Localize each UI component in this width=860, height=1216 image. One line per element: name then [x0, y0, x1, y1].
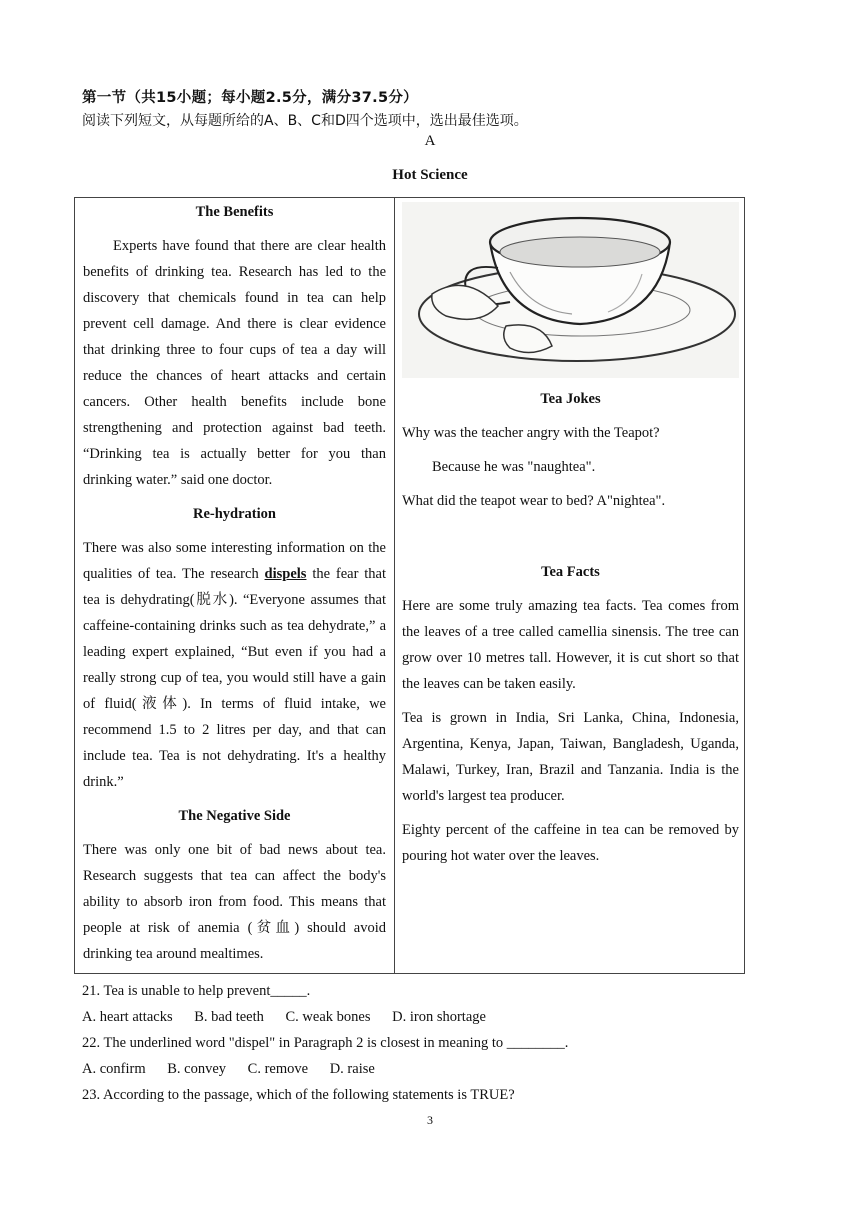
question-22: 22. The underlined word "dispel" in Paragraph 2 is closest in meaning to ________.: [82, 1035, 569, 1051]
section-title: 第一节（共15小题；每小题2.5分，满分37.5分）: [82, 90, 418, 106]
benefits-paragraph: Experts have found that there are clear health benefits of drinking tea. Research has led to the discovery that chemicals found in tea can help prevent cell damage. And there is clear evidence that drinking three to four cups of tea a day will reduce the chances of heart attacks and certain cancers. Other health benefits include bone strengthening and protection against bad teeth. “Drinking tea is actually better for you than drinking water.” said one doctor.: [83, 238, 386, 488]
instructions: 阅读下列短文，从每题所给的A、B、C和D四个选项中，选出最佳选项。: [82, 113, 528, 129]
tea-cup-illustration: [402, 202, 739, 378]
q21-option-a: A. heart attacks: [82, 1009, 173, 1025]
q21-option-c: C. weak bones: [285, 1009, 371, 1025]
joke-1-question: Why was the teacher angry with the Teapot?: [402, 425, 660, 441]
question-23: 23. According to the passage, which of the following statements is TRUE?: [82, 1087, 515, 1103]
q22-option-d: D. raise: [329, 1061, 375, 1077]
facts-paragraph-1: Here are some truly amazing tea facts. Tea comes from the leaves of a tree called camellia sinensis. The tree can grow over 10 metres tall. However, it is cut short so that the leaves can be taken easily.: [402, 598, 739, 692]
facts-heading: Tea Facts: [541, 564, 600, 580]
rehydration-text-after: the fear that tea is dehydrating(脱水). “Everyone assumes that caffeine-containing drinks such as tea dehydrate,” a leading expert explained, “But even if you had a really strong cup of tea, you would still have a gain of fluid(液体). In terms of fluid intake, we recommend 1.5 to 2 litres per day, and that can include tea. Tea is not dehydrating. It's a healthy drink.”: [83, 566, 386, 790]
facts-paragraph-3: Eighty percent of the caffeine in tea can be removed by pouring hot water over the leaves.: [402, 822, 739, 864]
rehydration-text-before: There was also some interesting information on the qualities of tea. The research: [83, 540, 386, 582]
question-22-options: [82, 1061, 393, 1078]
page-number: 3: [427, 1113, 433, 1127]
q21-option-d: D. iron shortage: [392, 1009, 486, 1025]
rehydration-paragraph: [83, 535, 386, 795]
negative-paragraph: There was only one bit of bad news about tea. Research suggests that tea can affect the body's ability to absorb iron from food. This means that people at risk of anemia (贫血) should avoid drinking tea around mealtimes.: [83, 842, 386, 962]
q21-option-b: B. bad teeth: [194, 1009, 264, 1025]
facts-paragraph-2: Tea is grown in India, Sri Lanka, China, Indonesia, Argentina, Kenya, Japan, Taiwan, Bangladesh, Uganda, Malawi, Turkey, Iran, Brazil and Tanzania. India is the world's largest tea producer.: [402, 710, 739, 804]
q22-option-a: A. confirm: [82, 1061, 146, 1077]
jokes-heading: Tea Jokes: [540, 391, 601, 407]
question-21-options: [82, 1009, 504, 1026]
benefits-heading: The Benefits: [195, 204, 274, 220]
column-divider: [394, 198, 395, 973]
underlined-word-dispels: dispels: [264, 566, 307, 582]
passage-title: Hot Science: [392, 167, 468, 183]
passage-table: [74, 197, 745, 974]
joke-2: What did the teapot wear to bed? A"nightea".: [402, 493, 666, 509]
rehydration-heading: Re-hydration: [193, 506, 276, 522]
q22-option-b: B. convey: [167, 1061, 227, 1077]
left-column: [83, 198, 386, 967]
question-21: 21. Tea is unable to help prevent_____.: [82, 983, 311, 999]
joke-1-answer: Because he was "naughtea".: [432, 459, 596, 475]
q22-option-c: C. remove: [247, 1061, 309, 1077]
negative-heading: The Negative Side: [178, 808, 291, 824]
passage-letter: A: [424, 133, 436, 149]
